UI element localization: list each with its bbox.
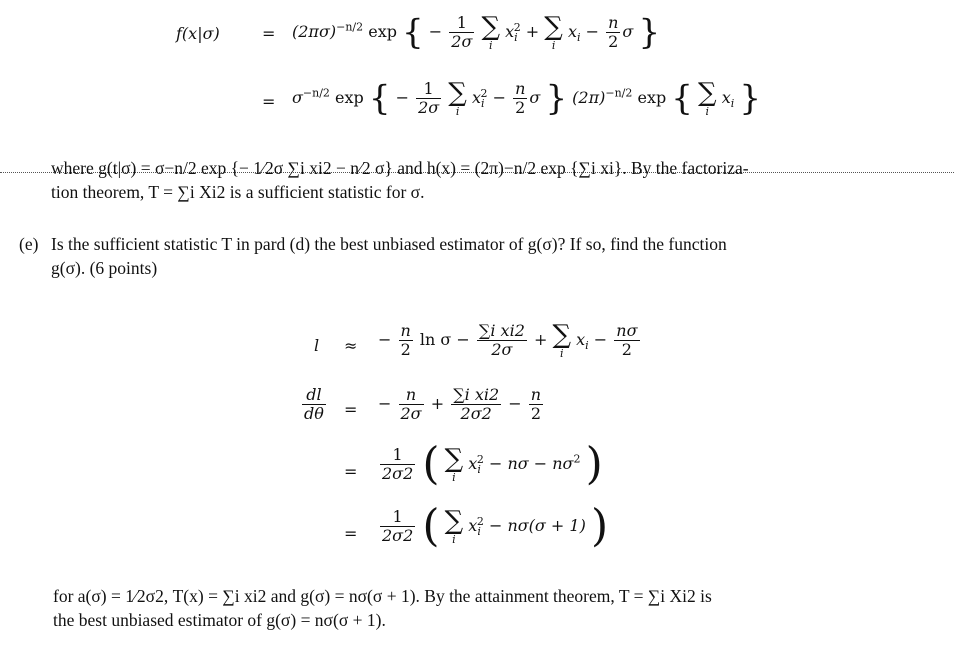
eq2-frac2-num: n bbox=[515, 79, 526, 98]
eq2-frac1-den: 2σ bbox=[418, 98, 440, 117]
para2-line1: for a(σ) = 1⁄2σ2, T(x) = ∑i xi2 and g(σ) = nσ(σ + 1). By the attainment theorem, T = ∑i Xi2 is bbox=[53, 586, 712, 606]
r2-frac3 bbox=[529, 386, 543, 423]
eq2-rhs bbox=[292, 80, 761, 117]
eq1-pre: (2πσ) bbox=[292, 22, 337, 41]
r2-minus: − bbox=[378, 394, 392, 413]
eq1-sum2: ∑ i bbox=[544, 12, 563, 52]
r4-frac-num: 1 bbox=[380, 508, 415, 527]
r1-frac1-num: n bbox=[400, 321, 411, 340]
eq2-lbrace: { bbox=[368, 78, 391, 119]
r3-frac-den: 2σ2 bbox=[382, 464, 414, 483]
eq1-frac1-den: 2σ bbox=[451, 32, 473, 51]
r4-rparen: ) bbox=[590, 500, 609, 552]
r1-minus2: − bbox=[593, 330, 608, 349]
eq2-rbrace2: } bbox=[739, 78, 761, 119]
deriv-approx: ≈ bbox=[344, 336, 358, 355]
r3-rparen: ) bbox=[585, 438, 603, 490]
r3-term-sub: i bbox=[477, 463, 481, 477]
eq1-term2: x bbox=[567, 22, 577, 41]
r2-frac3-den: 2 bbox=[530, 404, 541, 423]
eq2-sum1: ∑ i bbox=[448, 78, 467, 118]
dl-num: dl bbox=[302, 386, 326, 405]
eq2-term1-sub: i bbox=[480, 97, 485, 111]
r1-sum: ∑ i bbox=[552, 320, 572, 360]
eq1-lhs: f(x|σ) bbox=[176, 24, 220, 43]
eq2-mid-exp: −n/2 bbox=[605, 86, 633, 100]
eq2-sigma: σ bbox=[529, 88, 541, 107]
deriv-l: l bbox=[314, 336, 320, 355]
part-e-label: (e) bbox=[19, 234, 39, 254]
deriv-row3-rhs bbox=[378, 438, 603, 490]
eq1-rhs bbox=[292, 14, 660, 51]
eq1-term2-sub: i bbox=[576, 31, 581, 45]
r3-frac bbox=[380, 446, 415, 483]
r2-frac1-num: n bbox=[399, 386, 424, 405]
eq2-sum1-idx: i bbox=[455, 105, 460, 118]
r2-frac1-den: 2σ bbox=[400, 404, 422, 423]
r3-frac-num: 1 bbox=[380, 446, 415, 465]
eq2-term1: x bbox=[471, 88, 481, 107]
eq2-sum2-idx: i bbox=[705, 105, 710, 118]
r3-sum: ∑ i bbox=[444, 444, 464, 484]
r4-term-sup: 2 bbox=[476, 514, 484, 528]
eq2-minus: − bbox=[395, 88, 409, 107]
r4-frac bbox=[380, 508, 415, 545]
eq2-frac2-den: 2 bbox=[515, 98, 526, 117]
eq2-sum2: ∑ i bbox=[698, 78, 717, 118]
dl-den: dθ bbox=[304, 404, 324, 423]
eq1-frac2-num: n bbox=[608, 13, 619, 32]
r3-equals: = bbox=[344, 462, 358, 481]
r4-sum: ∑ i bbox=[444, 506, 464, 546]
part-e-question bbox=[51, 232, 727, 280]
eq1-lbrace: { bbox=[402, 12, 424, 53]
eq2-frac1-num: 1 bbox=[416, 80, 441, 99]
eq1-sum1-idx: i bbox=[489, 39, 493, 52]
eq1-minus2: − bbox=[585, 22, 600, 41]
eq1-frac2-den: 2 bbox=[608, 32, 619, 51]
r1-frac2-num: ∑i xi2 bbox=[478, 321, 525, 340]
r1-frac3-num: nσ bbox=[616, 321, 638, 340]
eq1-frac2 bbox=[606, 14, 620, 51]
eq1-term1-sup: 2 bbox=[513, 20, 521, 34]
r3-term: x bbox=[468, 454, 478, 473]
r2-frac2-num: ∑i xi2 bbox=[453, 385, 500, 404]
r2-equals: = bbox=[344, 400, 358, 419]
eq2-frac2 bbox=[513, 80, 527, 117]
eq2-exp2: exp bbox=[637, 88, 667, 107]
eq1-frac1 bbox=[449, 14, 474, 51]
eq2-pre-exp: −n/2 bbox=[302, 86, 330, 100]
r4-sum-idx: i bbox=[452, 533, 456, 546]
eq2-minus2: − bbox=[492, 88, 507, 107]
deriv-row-2 bbox=[300, 382, 700, 438]
para1-line2: tion theorem, T = ∑i Xi2 is a sufficient statistic for σ. bbox=[51, 182, 425, 202]
r3-term-sup: 2 bbox=[476, 452, 484, 466]
deriv-row-3 bbox=[300, 438, 720, 502]
eq2-pre: σ bbox=[292, 88, 303, 107]
part-e-line1: Is the sufficient statistic T in pard (d) the best unbiased estimator of g(σ)? If so, find the function bbox=[51, 234, 727, 254]
r3-sum-idx: i bbox=[452, 471, 456, 484]
r1-plus: + bbox=[533, 330, 548, 349]
r1-frac2 bbox=[477, 322, 527, 359]
eq2-lbrace2: { bbox=[671, 78, 693, 119]
eq2-mid: (2π) bbox=[572, 88, 606, 107]
eq1-exp: exp bbox=[368, 22, 397, 41]
eq1-pre-exp: −n/2 bbox=[336, 20, 364, 34]
eq1-rbrace: } bbox=[638, 12, 661, 53]
eq1-frac1-num: 1 bbox=[449, 14, 474, 33]
r1-frac1 bbox=[399, 322, 413, 359]
dl-dtheta bbox=[302, 386, 326, 423]
eq2-frac1 bbox=[416, 80, 441, 117]
r4-frac-den: 2σ2 bbox=[382, 526, 414, 545]
eq1-sigma: σ bbox=[622, 22, 634, 41]
eq1-sum2-idx: i bbox=[551, 39, 556, 52]
eq2-exp: exp bbox=[335, 88, 364, 107]
r3-tail: − nσ − nσ bbox=[488, 454, 574, 473]
r3-lparen: ( bbox=[422, 438, 440, 490]
deriv-row2-rhs bbox=[378, 386, 545, 423]
eq2-term1-sup: 2 bbox=[480, 86, 488, 100]
eq2-rbrace: } bbox=[545, 78, 568, 119]
r2-frac3-num: n bbox=[530, 385, 542, 404]
r3-tail-sup: 2 bbox=[573, 452, 581, 466]
part-e-line2: g(σ). (6 points) bbox=[51, 258, 158, 278]
r2-plus: + bbox=[430, 394, 445, 413]
r2-frac2-den: 2σ2 bbox=[460, 404, 492, 423]
r1-sum-idx: i bbox=[559, 347, 564, 360]
eq1-plus: + bbox=[525, 22, 540, 41]
r4-lparen: ( bbox=[422, 500, 440, 552]
deriv-row-1 bbox=[300, 318, 700, 374]
r4-term: x bbox=[468, 516, 478, 535]
r1-frac2-den: 2σ bbox=[491, 340, 513, 359]
r1-term-sub: i bbox=[585, 339, 589, 353]
eq2-equals: = bbox=[262, 92, 276, 111]
r1-frac3 bbox=[614, 322, 639, 359]
paragraph-attainment bbox=[53, 584, 712, 632]
eq2-term2-sub: i bbox=[730, 97, 735, 111]
para2-line2: the best unbiased estimator of g(σ) = nσ(σ + 1). bbox=[53, 610, 386, 630]
eq1-sum1: ∑ i bbox=[481, 12, 501, 52]
eq2-term2: x bbox=[721, 88, 731, 107]
r2-minus2: − bbox=[508, 394, 522, 413]
r1-term: x bbox=[576, 330, 586, 349]
r4-equals: = bbox=[344, 524, 358, 543]
paragraph-factorization bbox=[51, 156, 749, 204]
r2-frac1 bbox=[399, 386, 424, 423]
eq1-term1: x bbox=[505, 22, 515, 41]
deriv-row1-rhs bbox=[378, 322, 642, 359]
r1-frac1-den: 2 bbox=[400, 340, 411, 359]
r4-term-sub: i bbox=[477, 525, 481, 539]
deriv-row4-rhs bbox=[378, 500, 609, 552]
r2-frac2 bbox=[451, 386, 501, 423]
eq1-minus: − bbox=[428, 22, 443, 41]
r1-ln: ln σ − bbox=[419, 330, 470, 349]
r1-frac3-den: 2 bbox=[621, 340, 632, 359]
eq1-term1-sub: i bbox=[514, 31, 518, 45]
deriv-row-4 bbox=[300, 500, 720, 564]
r1-minus: − bbox=[378, 330, 392, 349]
r4-tail: − nσ(σ + 1) bbox=[488, 516, 586, 535]
eq1-equals: = bbox=[262, 24, 276, 43]
para1-line1: where g(t|σ) = σ−n/2 exp {− 1⁄2σ ∑i xi2 − n⁄2 σ} and h(x) = (2π)−n/2 exp {∑i xi}. By the factoriza- bbox=[51, 158, 749, 178]
